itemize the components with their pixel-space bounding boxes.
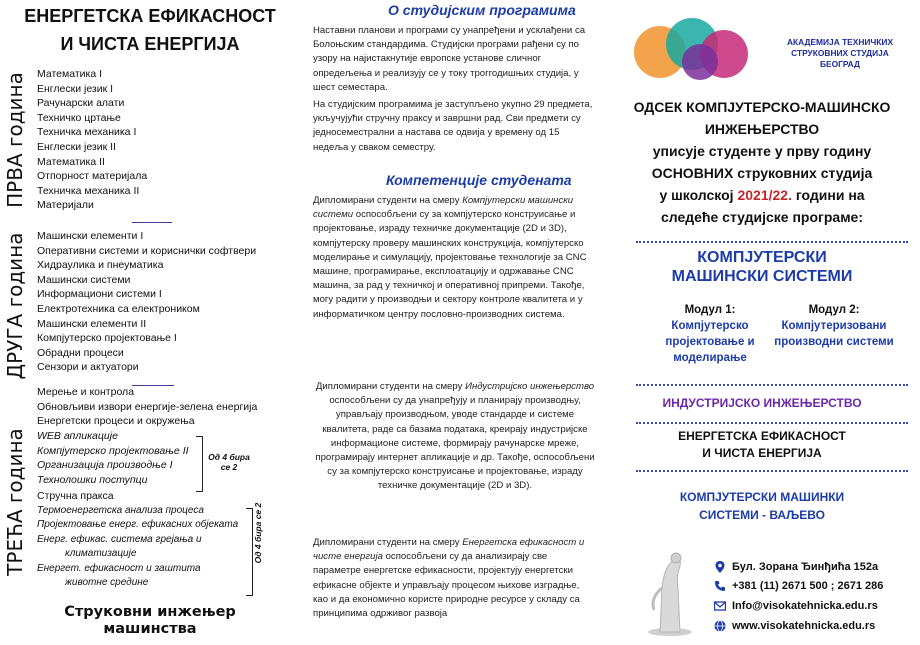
subject-item: Обновљиви извори енергије-зелена енергија [37,400,258,413]
phone-icon [714,580,726,592]
elective-subject-item: Енергет. ефикасност и заштита [37,562,201,574]
subject-item: Машински елементи II [37,317,147,330]
left-title-line2: И ЧИСТА ЕНЕРГИЈА [60,34,240,54]
year2-label: ДРУГА година [3,232,27,380]
subject-item: Материјали [37,199,94,212]
subject-item: Стручна пракса [37,490,114,502]
year3-label: ТРЕЋА година [3,428,27,576]
subject-item: Оперативни системи и кориснички софтвери [37,244,257,257]
subject-item: Техничка механика II [37,184,140,197]
subject-item: Рачунарски алати [37,97,125,110]
subject-item: Хидраулика и пнеуматика [37,259,164,272]
dept-line5: у школској 2021/22. години на [659,187,865,203]
divider [636,422,908,424]
subject-item: Енергетски процеси и окружења [37,415,195,428]
module-2: Модул 2: Компјутеризовани производни системи [774,304,894,348]
email-icon [714,600,726,612]
elective-note-2: Од 4 бира се 2 [253,502,263,564]
year1-label: ПРВА година [3,72,27,208]
footer-line2: машинства [103,621,197,637]
heading-competences: Компетенције студената [386,172,572,188]
location-icon [714,561,726,573]
academy-logo-icon [630,14,770,84]
dept-line3: уписује студенте у прву годину [652,143,872,159]
website-link[interactable]: www.visokatehnicka.edu.rs [732,620,876,632]
subject-item: Информациони системи I [37,288,162,301]
competences-paragraph-1: Дипломирани студенти на смеру Компјутерски машински системи оспособљени су за компјутерско конструисање и пројектовање, израду техничке документације (2D и 3D), компјутерску проверу машинских конструкција, компјутерско моделирање и симулацију, пројектовање технологије за CNC машине, програмирање, експлоатацију и одржавање CNC машина, за рад у техничкој и оперативној припреми. Такође, могу радити у производњи и сектору контроле квалитета и у информатичком центру пословно-производних система. [313,195,587,320]
elective-subject-item: Технолошки поступци [37,473,148,486]
dept-line6: следеће студијске програме: [661,209,863,225]
competences-paragraph-3: Дипломирани студенти на смеру Енергетска ефикасност и чисте енергија оспособљени су да анализирају све параметре енергетске ефикасности, пројектују енергетски ефикасне објекте и управљају процесом њихове изградње, као и да економично користе природне ресурсе у складу са принципима одрживог развоја [313,537,585,620]
phone-text: +381 (11) 2671 500 ; 2671 286 [732,580,884,592]
elective-subject-item: Енерг. ефикас. система грејања и [37,533,202,545]
elective-subject-item: Термоенергетска анализа процеса [37,505,204,516]
subject-item: Машински системи [37,273,131,286]
programs-paragraph-2: На студијским програмима је заступљено укупно 29 предмета, укључујући стручну праксу и завршни рад. Сви предмети су једносеместрални а настава се одвија у времену од 15 недеља у сваком семестру. [313,99,593,153]
dept-line4: ОСНОВНИХ струковних студија [651,165,873,181]
divider [132,385,174,386]
elective-subject-item: Пројектовање енерг. ефикасних објеката [37,519,239,531]
subject-item: Сензори и актуатори [37,361,139,374]
elective-subject-item: WEB апликације [37,430,118,442]
module-1: Модул 1: Компјутерско пројектовање и моделирање [665,304,755,364]
elective-note-1: Од 4 бира се 2 [208,452,250,472]
left-title [0,2,300,58]
elective-subject-item: климатизације [65,548,137,560]
email-link[interactable]: Info@visokatehnicka.edu.rs [732,600,878,612]
programs-paragraph-1: Наставни планови и програми су унапређени и усклађени са Болоњским стандардима. Студијски програми рађени су по узору на најистакнутије европске установе сличног опредељења и реализују се у току троггодишњих студија, у шест семестара. [313,25,586,93]
department-announcement [612,96,912,228]
dept-line2: ИНЖЕЊЕРСТВО [704,121,820,137]
divider [636,470,908,472]
subject-item: Обрадни процеси [37,346,124,359]
address-text: Бул. Зорана Ђинђића 152а [732,561,879,573]
subject-item: Техничка механика I [37,126,137,139]
subject-item: Отпорност материјала [37,170,148,183]
subject-item: Електротехника са електроником [37,303,200,315]
subject-item: Компјутерско пројектовање I [37,332,177,345]
subject-item: Математика I [37,68,103,80]
sculpture-image [640,548,700,638]
competences-paragraph-2: Дипломирани студенти на смеру Индустријско инжењерство оспособљени су да унапређују и планирају производњу, управљају производњом, уводе стандарде и системе квалитета, раде са базама података, креирају индустријске информационе системе, формирају рачунарске мреже, програмирају интернет апликације и др. Такође, оспособљени су за компјутерско конструисање и пројектовање, израду техничке документације (2D и 3D). [315,381,595,492]
elective-subject-item: животне средине [65,577,149,588]
heading-study-programs: О студијским програмима [388,2,576,18]
divider [636,384,908,386]
elective-subject-item: Компјутерско пројектовање II [37,444,189,457]
academy-name: АКАДЕМИЈА ТЕХНИЧКИХ СТРУКОВНИХ СТУДИЈА БЕОГРАД [786,37,894,69]
elective-brace [246,508,253,596]
left-footer [0,604,300,638]
footer-line1: Струковни инжењер [64,604,236,620]
subject-item: Енглески језик II [37,141,116,153]
divider [132,222,172,223]
subject-item: Техничко цртање [37,111,121,124]
divider [636,241,908,243]
left-title-line1: ЕНЕРГЕТСКА ЕФИКАСНОСТ [24,6,276,26]
elective-subject-item: Организација производње I [37,459,173,472]
subject-item: Енглески језик I [37,82,114,95]
subject-item: Математика II [37,155,105,168]
program-industrial-engineering: ИНДУСТРИЈСКО ИНЖЕЊЕРСТВО [662,396,862,410]
globe-icon [714,620,726,632]
program-energy-efficiency: ЕНЕРГЕТСКА ЕФИКАСНОСТ И ЧИСТА ЕНЕРГИЈА [678,429,846,460]
program-valjevo: КОМПЈУТЕРСКИ МАШИНКИ СИСТЕМИ - ВАЉЕВО [679,490,845,522]
dept-line1: ОДСЕК КОМПЈУТЕРСКО-МАШИНСКО [633,99,891,115]
program-computer-mechanical-systems: КОМПЈУТЕРСКИ МАШИНСКИ СИСТЕМИ [671,249,853,285]
subject-item: Мерење и контрола [37,386,135,398]
subject-item: Машински елементи I [37,230,144,242]
